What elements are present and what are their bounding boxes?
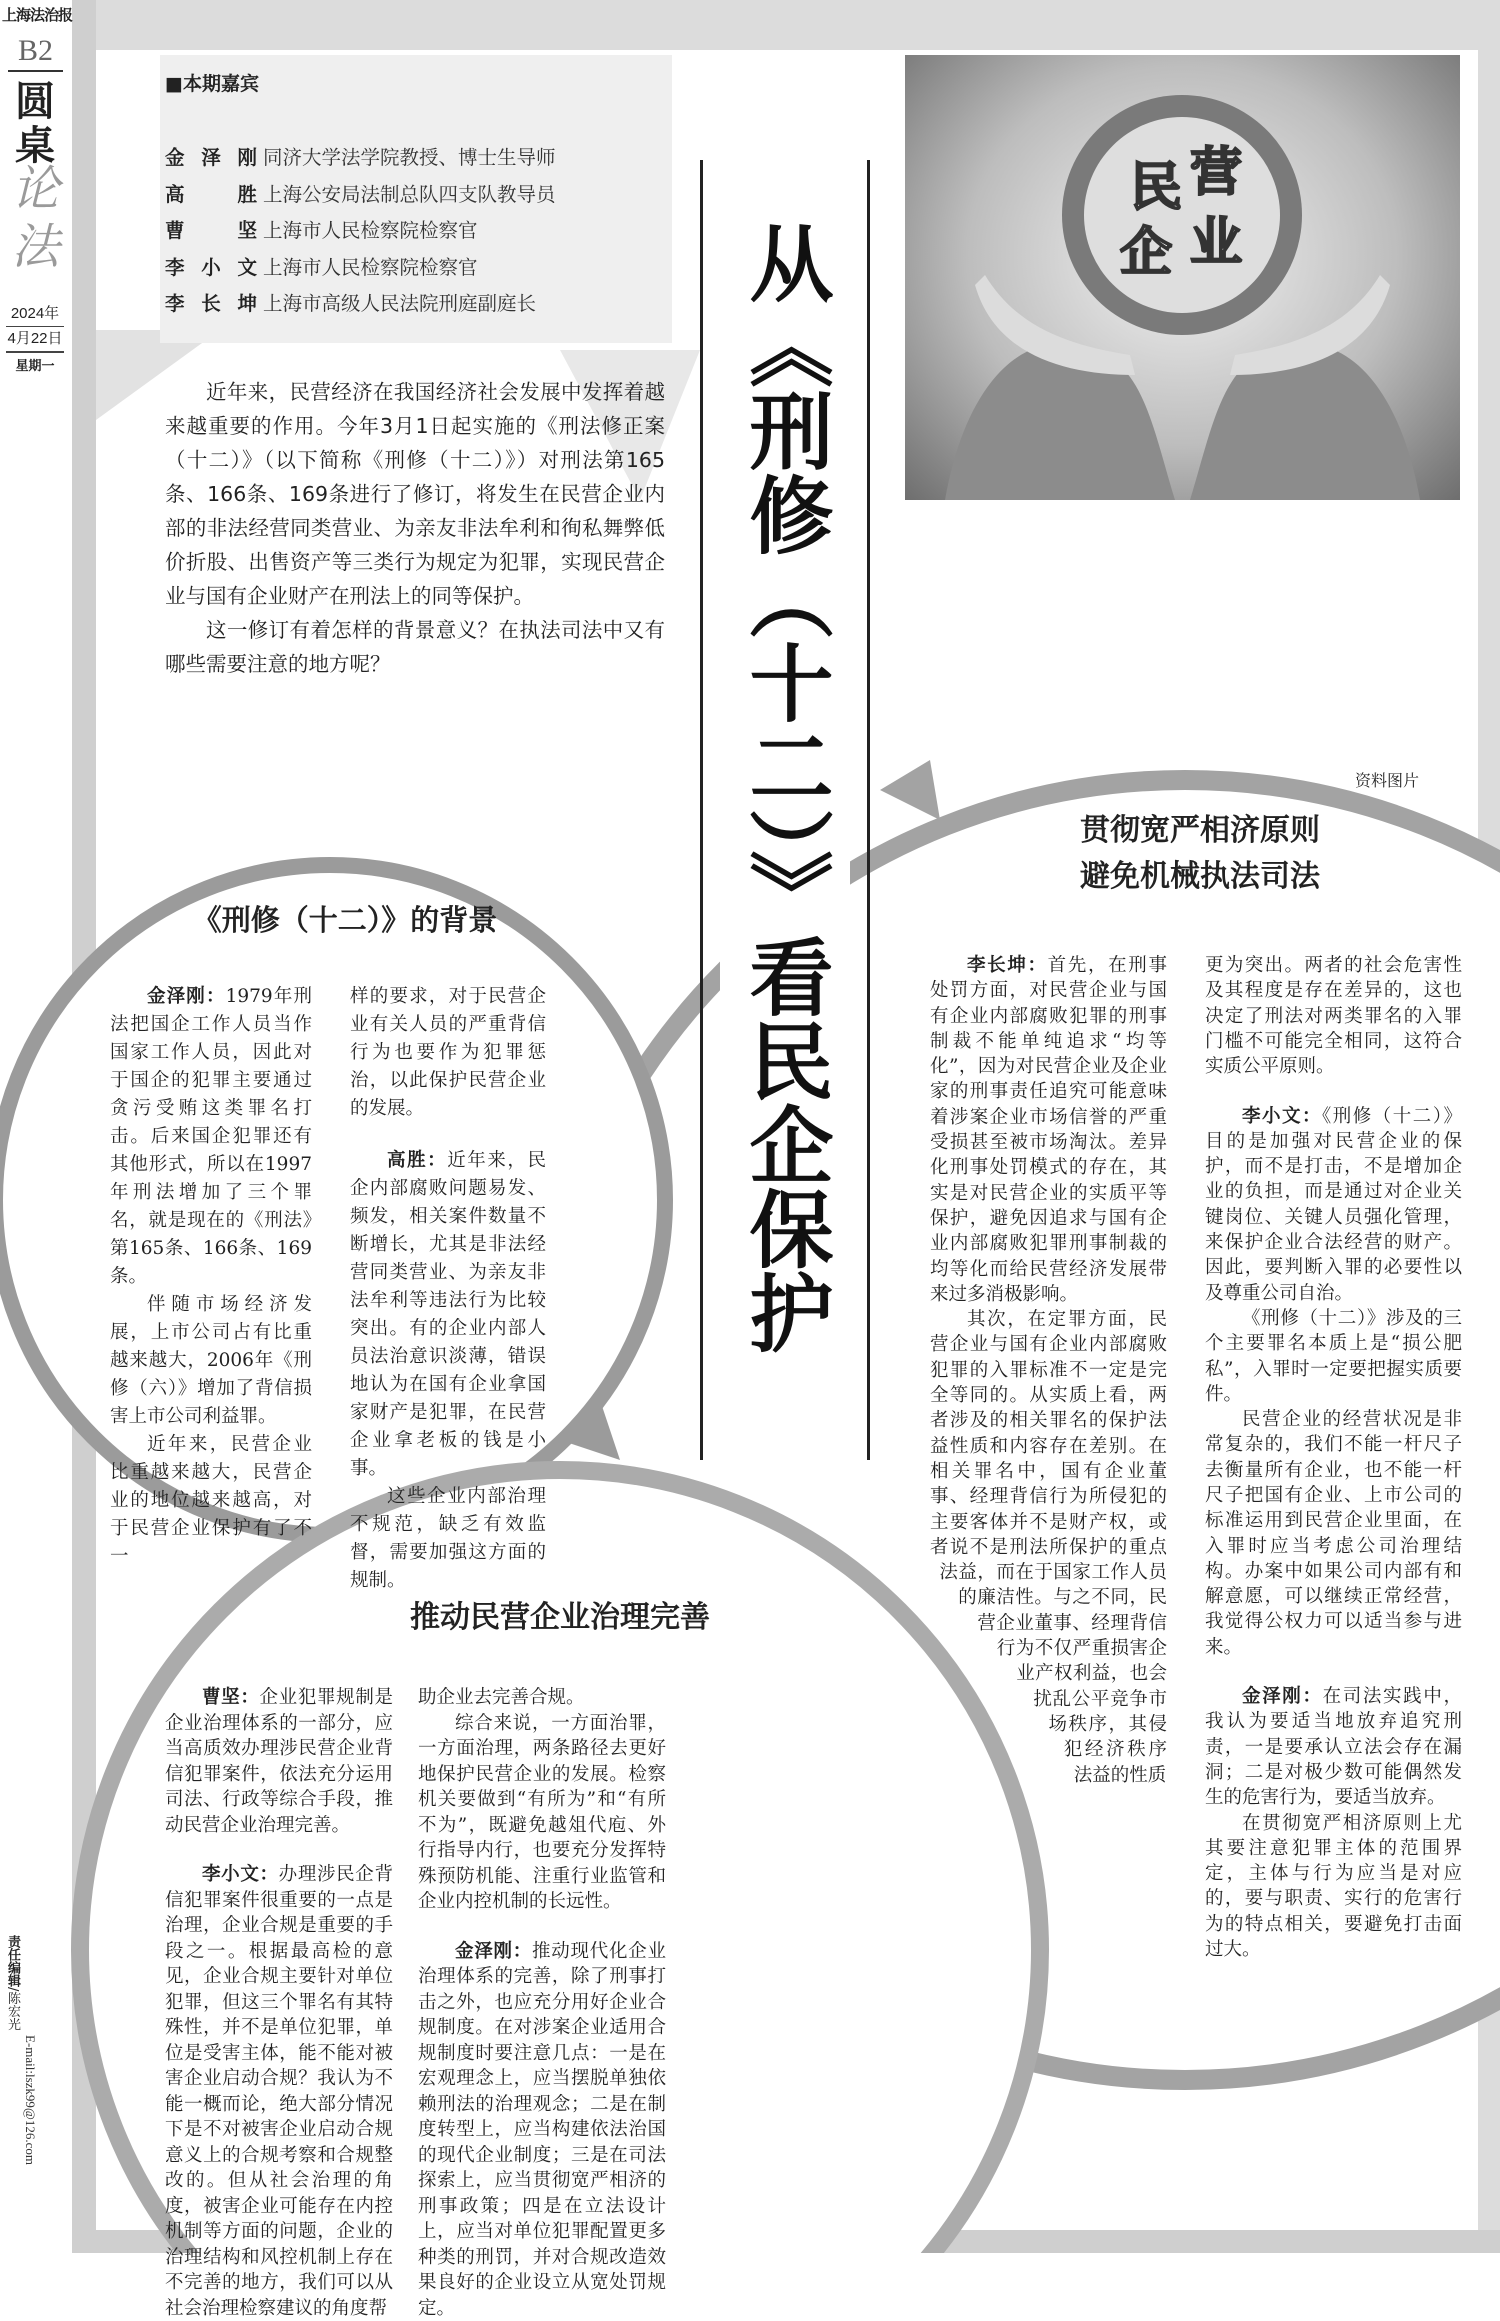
- guest-title: 上海市人民检察院检察官: [263, 255, 478, 279]
- intro-paragraph: 近年来，民营经济在我国经济社会发展中发挥着越来越重要的作用。今年3月1日起实施的《刑法修正案（十二）》（以下简称《刑修（十二）》）对刑法第165条、166条、169条进行了修订，将发生在民营企业内部的非法经营同类营业、为亲友非法牟利和徇私舞弊低价折股、出售资产等三类行为规定为犯罪，实现民营企业与国有企业财产在刑法上的同等保护。: [165, 380, 665, 608]
- guest-name: 高胜: [165, 182, 257, 206]
- article-paragraph: [165, 1862, 393, 2321]
- guest-title: 上海公安局法制总队四支队教导员: [263, 182, 556, 206]
- editor-email: E-mail:lszk99@126.com: [23, 2035, 38, 2166]
- paragraph-text: 《刑修（十二）》目的是加强对民营企业的保护，而不是打击，不是增加企业的负担，而是通过对企业关键岗位、关键人员强化管理，来保护企业合法经营的财产。因此，要判断入罪的必要性以及尊重公司自治。: [1205, 1105, 1462, 1304]
- guest-name: 曹坚: [165, 219, 257, 242]
- speaker-name: 金泽刚：: [147, 986, 226, 1007]
- article-paragraph: [350, 1147, 546, 1483]
- article-paragraph: [165, 1685, 393, 1838]
- paragraph-text: 近年来，民营企业比重越来越大，民营企业的地位越来越高，对于民营企业保护有了不一: [110, 1434, 312, 1567]
- article-paragraph: [1205, 1104, 1462, 1306]
- right-hand-shape: [1190, 344, 1420, 500]
- paragraph-text: 1979年刑法把国企工作人员当作国家工作人员，因此对于国企的犯罪主要通过贪污受贿这类罪名打击。后来国企犯罪还有其他形式，所以在1997年刑法增加了三个罪名，就是现在的《刑法》第165条、166条、169条。: [110, 986, 312, 1287]
- article-paragraph: [1205, 1306, 1462, 1407]
- paragraph-text: 近年来，民企内部腐败问题易发、频发，相关案件数量不断增长，尤其是非法经营同类营业、为亲友非法牟利等违法行为比较突出。有的企业内部人员法治意识淡薄，错误地认为在国有企业拿国家财产是犯罪，在民营企业拿老板的钱是小事。: [350, 1150, 546, 1480]
- heading-line-2: 避免机械执法司法: [1080, 859, 1320, 894]
- paragraph-gap: [1205, 1079, 1462, 1103]
- paragraph-text: 民营企业的经营状况是非常复杂的，我们不能一杆尺子去衡量所有企业，也不能一杆尺子把国有企业、上市公司的标准运用到民营企业里面，在入罪时应当考虑公司治理结构。办案中如果公司内部有和解意愿，可以继续正常经营，我觉得公权力可以适当参与进来。: [1205, 1409, 1462, 1658]
- column-name-secondary: 论法: [11, 161, 60, 275]
- paragraph-text: 助企业去完善合规。: [418, 1687, 585, 1708]
- principle-column-2: [1205, 953, 1462, 1962]
- intro-paragraph: 这一修订有着怎样的背景意义？在执法司法中又有哪些需要注意的地方呢？: [165, 618, 665, 676]
- photo-caption: 资料图片: [1355, 771, 1420, 790]
- section-heading-background: 《刑修（十二）》的背景: [192, 903, 498, 937]
- editor-label: 责任编辑: [5, 1935, 20, 1987]
- governance-column-1: [165, 1685, 393, 2321]
- guest-list: [165, 140, 672, 323]
- main-title: 从《刑修（十二）》看民企保护: [720, 210, 850, 1364]
- guests-box: [160, 55, 672, 343]
- column-name-primary: 圆桌: [15, 79, 55, 169]
- paragraph-gap: [418, 1915, 666, 1939]
- speaker-name: 金泽刚：: [455, 1940, 532, 1962]
- guest-name: 李小文: [165, 255, 257, 279]
- left-hand-shape: [945, 344, 1175, 500]
- governance-column-2: [418, 1685, 666, 2321]
- badge-char: 业: [1190, 212, 1243, 273]
- article-paragraph: [350, 983, 546, 1123]
- guest-entry: [165, 140, 672, 177]
- speaker-name: 金泽刚：: [1242, 1686, 1323, 1708]
- article-paragraph: [110, 983, 312, 1291]
- section-heading-principle: [1010, 808, 1390, 900]
- speaker-name: 李小文：: [202, 1864, 279, 1886]
- paragraph-text: 这些企业内部治理不规范，缺乏有效监督，需要加强这方面的规制。: [350, 1486, 546, 1592]
- article-paragraph: [930, 953, 1167, 1307]
- speaker-name: 李小文：: [1242, 1105, 1322, 1127]
- heading-line-1: 贯彻宽严相济原则: [1080, 813, 1320, 848]
- paragraph-text: 其次，在定罪方面，民营企业与国有企业内部腐败犯罪的入罪标准不一定是完全等同的。从实质上看，两者涉及的相关罪名的保护法益性质和内容存在差别。在相关罪名中，国有企业董事、经理背信行为所侵犯的主要客体并不是财产权，或者说不是刑法所保护的重点法益，而在于国家工作人员的廉洁性。与之不同，民营企业董事、经理背信行为不仅严重损害企业产权利益，也会扰乱公平竞争市场秩序，其侵犯经济秩序法益的性质: [930, 1309, 1167, 1786]
- guest-entry: [165, 213, 672, 250]
- speaker-name: 李长坤：: [967, 955, 1048, 976]
- paragraph-text: 首先，在刑事处罚方面，对民营企业与国有企业内部腐败犯罪的刑事制裁不能单纯追求“均等化”，因为对民营企业及企业家的刑事责任追究可能意味着涉案企业市场信誉的严重受损甚至被市场淘汰。差异化刑事处罚模式的存在，其实是对民营企业的实质平等保护，避免因追求与国有企业内部腐败犯罪刑事制裁的均等化而给民营经济发展带来过多消极影响。: [930, 955, 1167, 1305]
- guest-name: 李长坤: [165, 292, 257, 315]
- date-year: 2024年: [6, 302, 64, 327]
- paragraph-text: 《刑修（十二）》涉及的三个主要罪名本质上是“损公肥私”，入罪时一定要把握实质要件。: [1205, 1307, 1462, 1405]
- guest-name: 金泽刚: [165, 146, 257, 169]
- principle-column-1: [930, 953, 1167, 2153]
- background-column-2: [350, 983, 546, 1595]
- badge-char: 民: [1130, 157, 1183, 218]
- weekday: 星期一: [15, 358, 55, 373]
- newspaper-masthead: 上海法治报: [2, 6, 73, 24]
- paragraph-text: 更为突出。两者的社会危害性及其程度是存在差异的，这也决定了刑法对两类罪名的入罪门槛不可能完全相同，这符合实质公平原则。: [1205, 955, 1462, 1078]
- paragraph-text: 推动现代化企业治理体系的完善，除了刑事打击之外，也应充分用好企业合规制度。在对涉案企业适用合规制度时要注意几点：一是在宏观理念上，应当摆脱单独依赖刑法的治理观念；二是在制度转型上，应当构建依法治国的现代企业制度；三是在司法探索上，应当贯彻宽严相济的刑事政策；四是在立法设计上，应当对单位犯罪配置更多种类的刑罚，并对合规改造效果良好的企业设立从宽处罚规定。: [418, 1940, 666, 2319]
- paragraph-text: 在司法实践中，我认为要适当地放弃追究刑责，一是要承认立法会存在漏洞；二是对极少数可能偶然发生的危害行为，要适当放弃。: [1205, 1686, 1462, 1809]
- background-column-1: [110, 983, 312, 1571]
- date-day: 4月22日: [6, 327, 64, 353]
- section-heading-governance: 推动民营企业治理完善: [410, 1600, 710, 1635]
- article-paragraph: [110, 1431, 312, 1571]
- intro-text: [165, 375, 665, 681]
- paragraph-gap: [165, 1838, 393, 1862]
- article-paragraph: [418, 1685, 666, 1711]
- paragraph-text: 伴随市场经济发展，上市公司占有比重越来越大，2006年《刑修（六）》增加了背信损害上市公司利益罪。: [110, 1294, 312, 1427]
- badge-char: 企: [1120, 222, 1173, 283]
- guest-entry: [165, 286, 672, 323]
- hands-holding-badge-illustration: [905, 55, 1460, 500]
- badge-char: 营: [1190, 142, 1243, 203]
- paragraph-text: 企业犯罪规制是企业治理体系的一部分，应当高质效办理涉民营企业背信犯罪案件，依法充分运用司法、行政等综合手段，推动民营企业治理完善。: [165, 1687, 393, 1836]
- editor-credit: [2, 1935, 22, 2030]
- paragraph-gap: [1205, 1660, 1462, 1684]
- article-paragraph: [1205, 1684, 1462, 1810]
- page-number: B2: [8, 34, 63, 72]
- article-paragraph: [110, 1291, 312, 1431]
- speaker-name: 曹坚：: [202, 1687, 260, 1708]
- article-paragraph: [418, 1711, 666, 1915]
- guest-entry: [165, 177, 672, 214]
- guests-title: ■本期嘉宾: [165, 73, 259, 95]
- paragraph-gap: [350, 1123, 546, 1147]
- article-paragraph: [1205, 1811, 1462, 1963]
- guest-title: 上海市人民检察院检察官: [263, 219, 478, 242]
- guest-title: 上海市高级人民法院刑庭副庭长: [263, 292, 537, 315]
- article-paragraph: [1205, 1407, 1462, 1660]
- illustration-photo: [905, 55, 1460, 500]
- paragraph-text: 综合来说，一方面治罪，一方面治理，两条路径去更好地保护民营企业的发展。检察机关要做到“有所为”和“有所不为”，既避免越俎代庖、外行指导内行，也要充分发挥特殊预防机能、注重行业监管和企业内控机制的长远性。: [418, 1712, 666, 1912]
- article-paragraph: [418, 1939, 666, 2321]
- article-paragraph: [350, 1483, 546, 1595]
- paragraph-text: 办理涉民企背信犯罪案件很重要的一点是治理，企业合规是重要的手段之一。根据最高检的意见，企业合规主要针对单位犯罪，但这三个罪名有其特殊性，并不是单位犯罪，单位是受害主体，能不能对被害企业启动合规？我认为不能一概而论，绝大部分情况下是不对被害企业启动合规意义上的合规考察和合规整改的。但从社会治理的角度，被害企业可能存在内控机制等方面的问题，企业的治理结构和风控机制上存在不完善的地方，我们可以从社会治理检察建议的角度帮: [165, 1864, 393, 2319]
- guest-title: 同济大学法学院教授、博士生导师: [263, 146, 556, 169]
- guest-entry: [165, 250, 672, 287]
- paragraph-text: 在贯彻宽严相济原则上尤其要注意犯罪主体的范围界定，主体与行为应当是对应的，要与职责、实行的危害行为的特点相关，要避免打击面过大。: [1205, 1812, 1462, 1961]
- speaker-name: 高胜：: [387, 1150, 448, 1172]
- article-paragraph: [1205, 953, 1462, 1079]
- paragraph-text: 样的要求，对于民营企业有关人员的严重背信行为也要作为犯罪惩治，以此保护民营企业的发展。: [350, 986, 546, 1119]
- editor-name: /陈宏光: [5, 1987, 20, 2031]
